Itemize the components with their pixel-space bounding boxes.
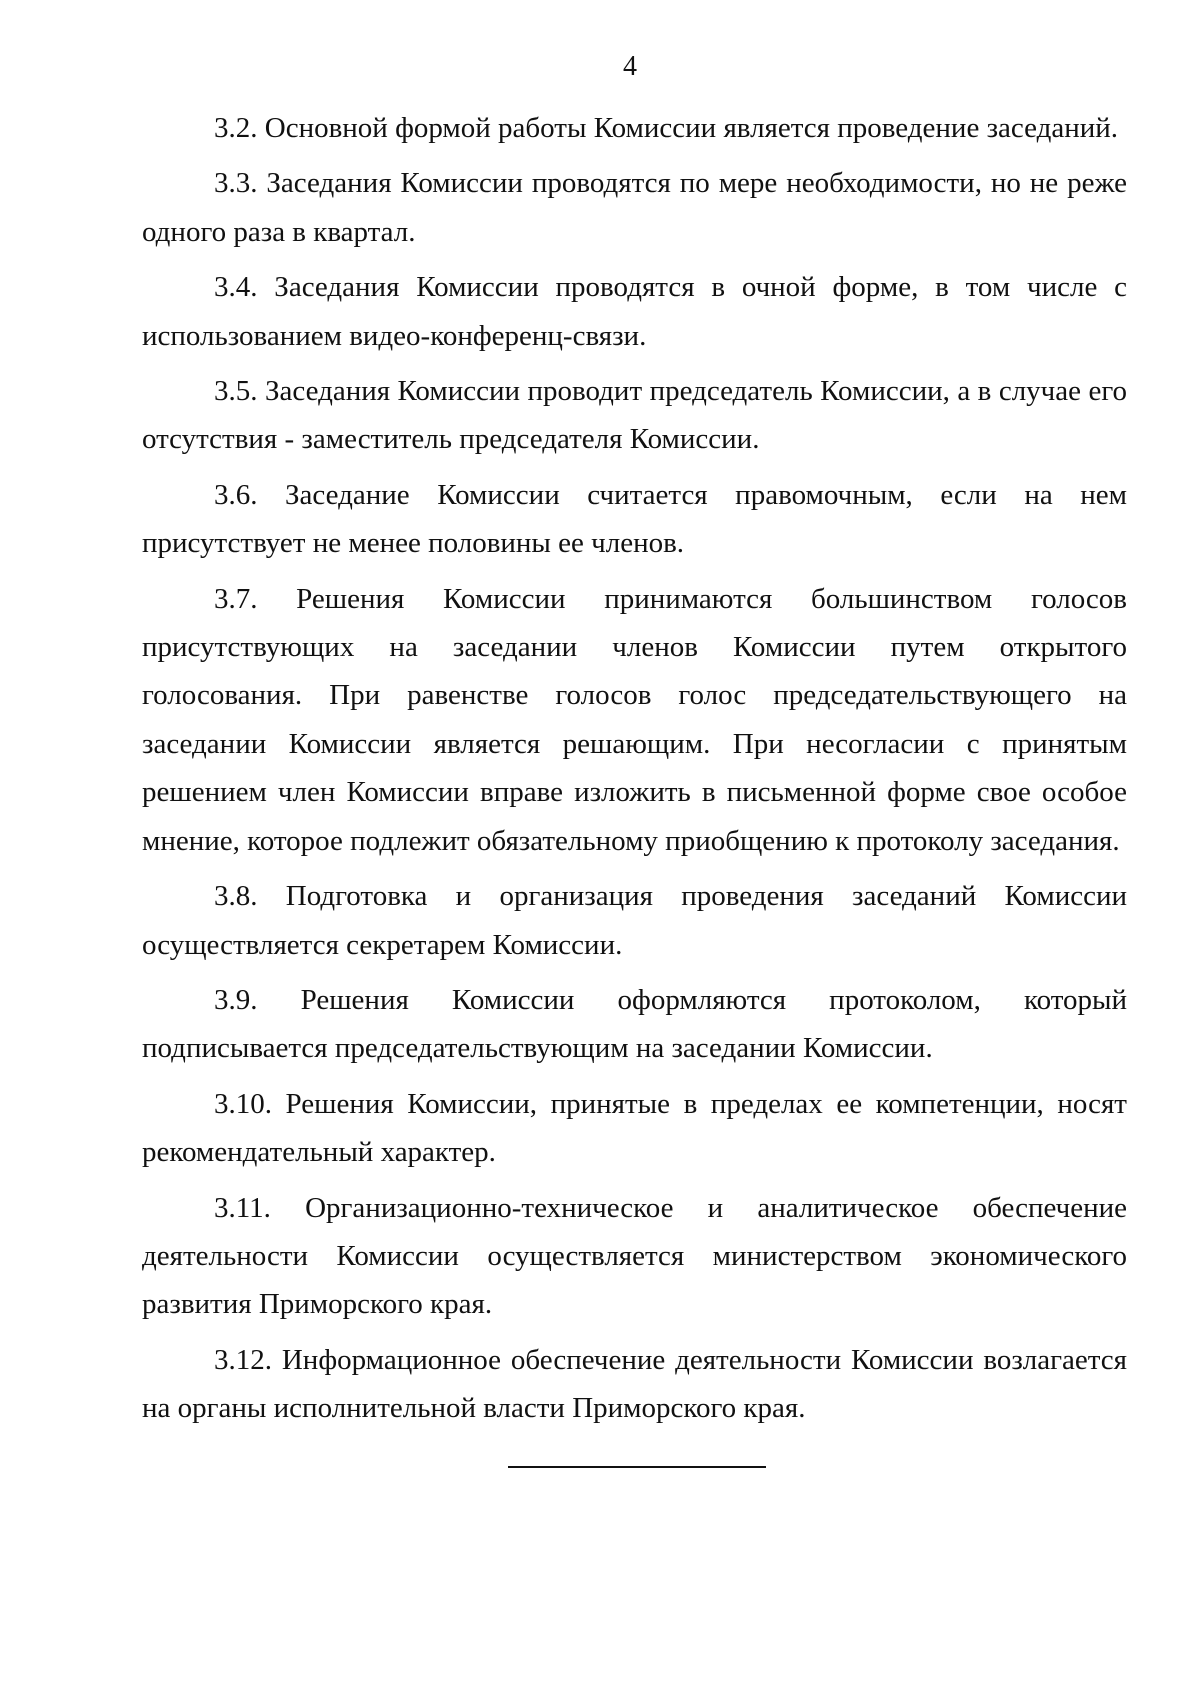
paragraph-3-3: 3.3. Заседания Комиссии проводятся по мере необходимости, но не реже одного раза в квартал. xyxy=(142,167,1127,248)
paragraph-3-9: 3.9. Решения Комиссии оформляются протоколом, который подписывается председательствующим на заседании Комиссии. xyxy=(142,983,1127,1065)
paragraph-3-10: 3.10. Решения Комиссии, принятые в пределах ее компетенции, носят рекомендательный характер. xyxy=(142,1087,1127,1169)
paragraph-3-4: 3.4. Заседания Комиссии проводятся в очной форме, в том числе с использованием видео-конференц-связи. xyxy=(142,271,1127,352)
paragraph-3-5: 3.5. Заседания Комиссии проводит председатель Комиссии, а в случае его отсутствия - заместитель председателя Комиссии. xyxy=(142,375,1127,456)
paragraph-3-6: 3.6. Заседание Комиссии считается правомочным, если на нем присутствует не менее половины ее членов. xyxy=(142,478,1127,560)
paragraph-3-8: 3.8. Подготовка и организация проведения заседаний Комиссии осуществляется секретарем Комиссии. xyxy=(142,880,1127,961)
document-body xyxy=(142,104,1127,1440)
paragraph-3-12: 3.12. Информационное обеспечение деятельности Комиссии возлагается на органы исполнительной власти Приморского края. xyxy=(142,1343,1127,1425)
paragraph-3-2: 3.2. Основной формой работы Комиссии является проведение заседаний. xyxy=(214,112,1119,144)
page-number: 4 xyxy=(623,51,637,82)
end-of-document-rule xyxy=(508,1466,766,1468)
paragraph-3-11: 3.11. Организационно-техническое и аналитическое обеспечение деятельности Комиссии осуществляется министерством экономического развития Приморского края. xyxy=(142,1191,1127,1321)
paragraph-3-7: 3.7. Решения Комиссии принимаются большинством голосов присутствующих на заседании членов Комиссии путем открытого голосования. При равенстве голосов голос председательствующего на заседании Комиссии является решающим. При несогласии с принятым решением член Комиссии вправе изложить в письменной форме свое особое мнение, которое подлежит обязательному приобщению к протоколу заседания. xyxy=(142,582,1127,857)
